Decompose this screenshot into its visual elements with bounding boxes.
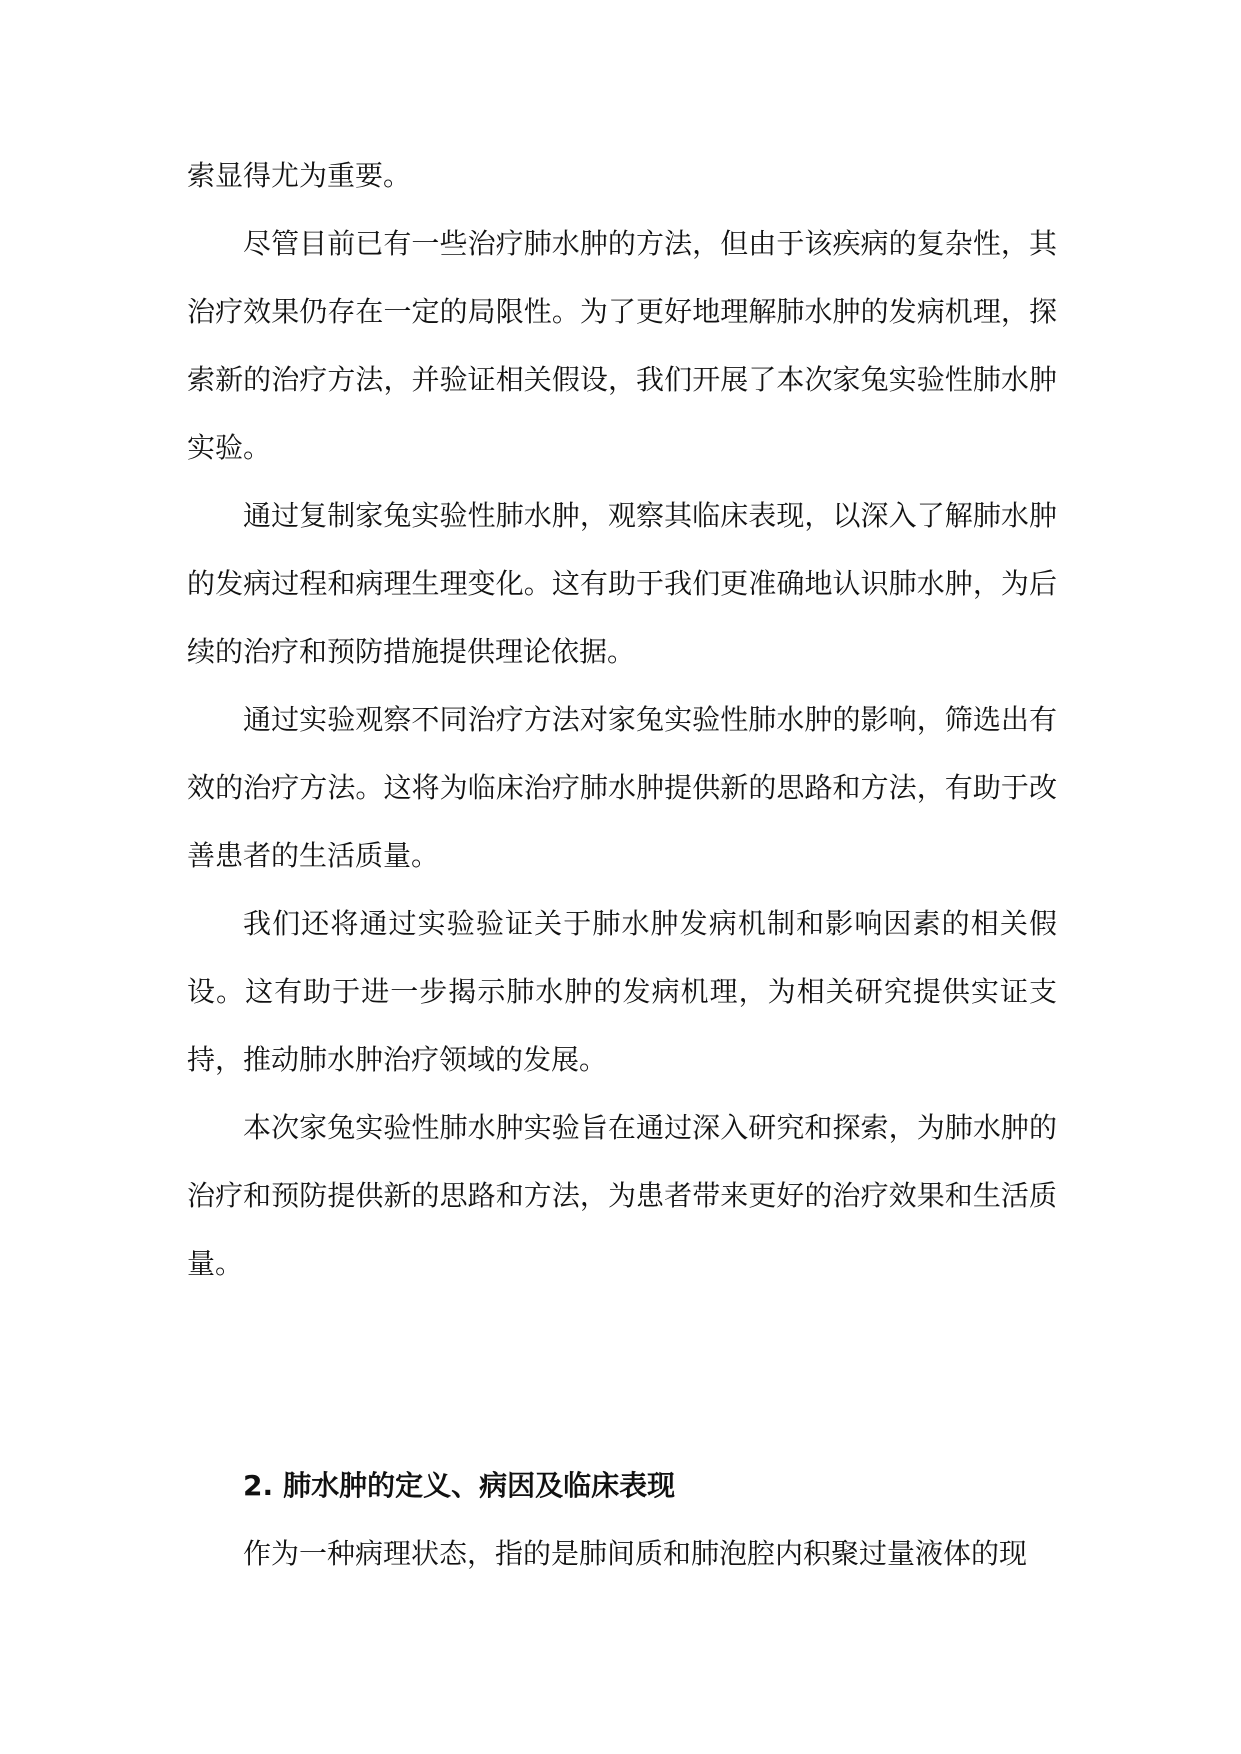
section-title: 肺水肿的定义、病因及临床表现 <box>283 1469 676 1502</box>
paragraph-summary: 本次家兔实验性肺水肿实验旨在通过深入研究和探索，为肺水肿的治疗和预防提供新的思路和方法，为患者带来更好的治疗效果和生活质量。 <box>187 1111 1057 1280</box>
paragraph-objective-3: 我们还将通过实验验证关于肺水肿发病机制和影响因素的相关假设。这有助于进一步揭示肺水肿的发病机理，为相关研究提供实证支持，推动肺水肿治疗领域的发展。 <box>187 907 1057 1076</box>
paragraph-definition: 作为一种病理状态，指的是肺间质和肺泡腔内积聚过量液体的现 <box>243 1537 1028 1570</box>
body-text-bottom <box>187 1520 1057 1588</box>
paragraph-objective-1: 通过复制家兔实验性肺水肿，观察其临床表现，以深入了解肺水肿的发病过程和病理生理变化。这有助于我们更准确地认识肺水肿，为后续的治疗和预防措施提供理论依据。 <box>187 499 1057 668</box>
paragraph-continuation: 索显得尤为重要。 <box>187 159 412 192</box>
paragraph-background: 尽管目前已有一些治疗肺水肿的方法，但由于该疾病的复杂性，其治疗效果仍存在一定的局限性。为了更好地理解肺水肿的发病机理，探索新的治疗方法，并验证相关假设，我们开展了本次家兔实验性肺水肿实验。 <box>187 227 1057 464</box>
section-number: 2. <box>243 1469 274 1502</box>
paragraph-objective-2: 通过实验观察不同治疗方法对家兔实验性肺水肿的影响，筛选出有效的治疗方法。这将为临床治疗肺水肿提供新的思路和方法，有助于改善患者的生活质量。 <box>187 703 1057 872</box>
body-text-top <box>187 142 1057 1298</box>
section-heading <box>243 1452 675 1520</box>
